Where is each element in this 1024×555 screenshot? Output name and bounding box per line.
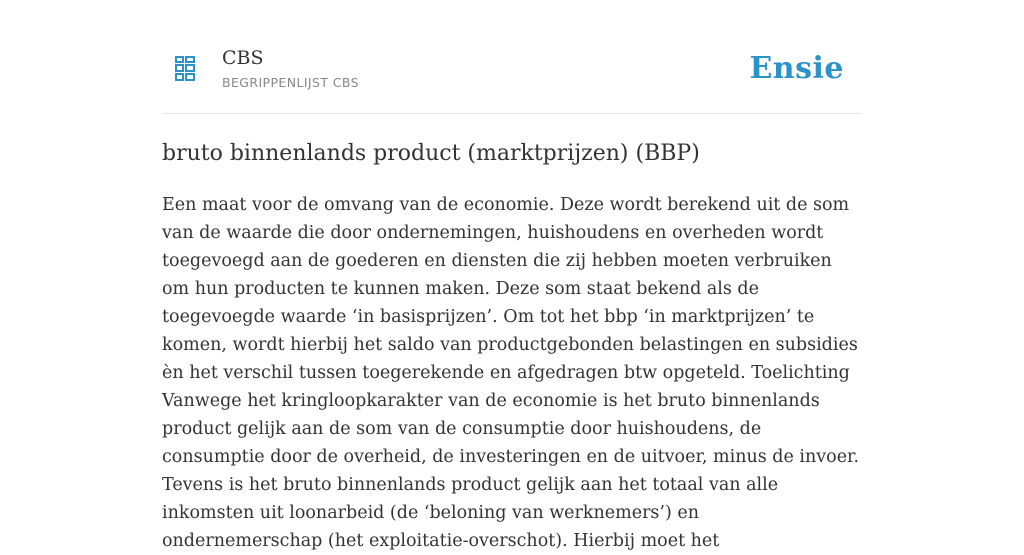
term-definition: Een maat voor de omvang van de economie. Deze wordt berekend uit de som van de waarde die door ondernemingen, huishoudens en overheden wordt toegevoegd aan de goederen en diensten die zij hebben moeten verbruiken om hun producten te kunnen maken. Deze som staat bekend als de toegevoegde waarde ‘in basisprijzen’. Om tot het bbp ‘in marktprijzen’ te komen, wordt hierbij het saldo van productgebonden belastingen en subsidies èn het verschil tussen toegerekende en afgedragen btw opgeteld. Toelichting Vanwege het kringloopkarakter van de economie is het bruto binnenlands product gelijk aan de som van de consumptie door huishoudens, de consumptie door de overheid, de investeringen en de uitvoer, minus de invoer. Tevens is het bruto binnenlands product gelijk aan het totaal van alle inkomsten uit loonarbeid (de ‘beloning van werknemers’) en ondernemerschap (het exploitatie-overschot). Hierbij moet het [162, 195, 860, 551]
site-subtitle[interactable]: BEGRIPPENLIJST CBS [222, 75, 359, 90]
site-name[interactable]: CBS [222, 47, 264, 69]
site-header [162, 0, 862, 114]
brand-logo[interactable]: Ensie [749, 51, 844, 86]
entry-card [162, 0, 862, 555]
term-title: bruto binnenlands product (marktprijzen) (BBP) [162, 141, 700, 166]
cbs-logo-icon[interactable] [174, 54, 198, 86]
